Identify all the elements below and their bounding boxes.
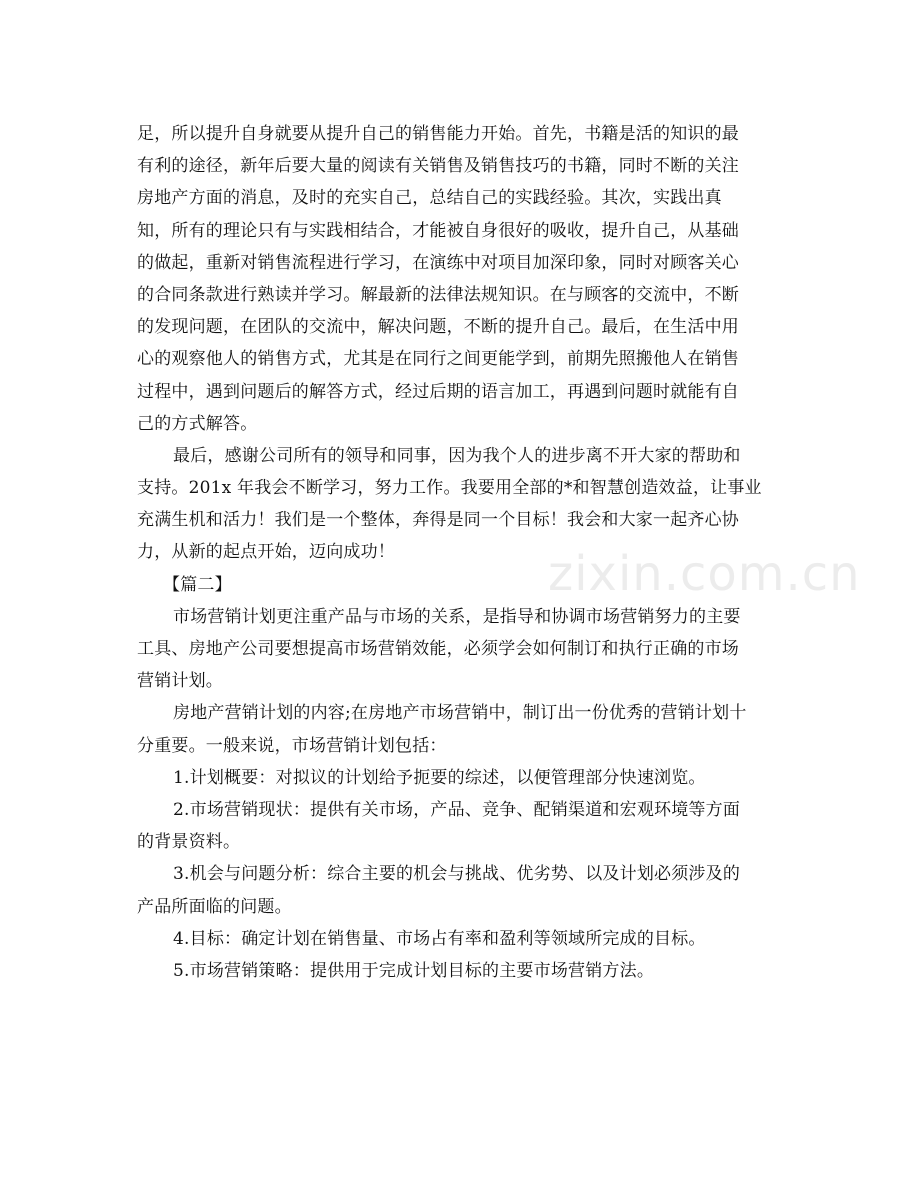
text-line: 房地产方面的消息，及时的充实自己，总结自己的实践经验。其次，实践出真 (137, 188, 722, 209)
text-line: 3.机会与问题分析：综合主要的机会与挑战、优劣势、以及计划必须涉及的 (173, 864, 741, 885)
text-line: 心的观察他人的销售方式，尤其是在同行之间更能学到，前期先照搬他人在销售 (137, 349, 739, 370)
paragraph (137, 858, 787, 922)
text-line: 最后，感谢公司所有的领导和同事，因为我个人的进步离不开大家的帮助和 (173, 445, 741, 466)
text-line: 支持。201x 年我会不断学习，努力工作。我要用全部的*和智慧创造效益，让事业 (137, 478, 762, 499)
text-line: 1.计划概要：对拟议的计划给予扼要的综述，以便管理部分快速浏览。 (173, 767, 706, 788)
paragraph (137, 762, 787, 794)
text-line: 有利的途径，新年后要大量的阅读有关销售及销售技巧的书籍，同时不断的关注 (137, 156, 739, 177)
paragraph (137, 601, 787, 698)
paragraph (137, 440, 787, 569)
paragraph (137, 955, 787, 987)
text-line: 己的方式解答。 (137, 413, 258, 434)
paragraph (137, 794, 787, 858)
text-line: 力，从新的起点开始，迈向成功！ (137, 542, 395, 563)
text-line: 的发现问题，在团队的交流中，解决问题，不断的提升自己。最后，在生活中用 (137, 317, 739, 338)
document-body (137, 118, 787, 987)
watermark-text: zixin.com.cn (548, 546, 861, 602)
text-line: 充满生机和活力！我们是一个整体，奔得是同一个目标！我会和大家一起齐心协 (137, 510, 739, 531)
text-line: 5.市场营销策略：提供用于完成计划目标的主要市场营销方法。 (173, 960, 655, 981)
text-line: 营销计划。 (137, 671, 223, 692)
paragraph (137, 697, 787, 761)
paragraph (137, 923, 787, 955)
text-line: 的背景资料。 (137, 832, 241, 853)
text-line: 的合同条款进行熟读并学习。解最新的法律法规知识。在与顾客的交流中，不断 (137, 284, 739, 305)
text-line: 足，所以提升自身就要从提升自己的销售能力开始。首先，书籍是活的知识的最 (137, 124, 739, 144)
text-line: 4.目标：确定计划在销售量、市场占有率和盈利等领域所完成的目标。 (173, 928, 706, 949)
section-title (137, 569, 787, 601)
text-line: 房地产营销计划的内容;在房地产市场营销中，制订出一份优秀的营销计划十 (173, 703, 747, 724)
text-line: 产品所面临的问题。 (137, 896, 292, 917)
text-line: 分重要。一般来说，市场营销计划包括： (137, 735, 447, 756)
text-line: 【篇二】 (163, 574, 232, 595)
text-line: 知，所有的理论只有与实践相结合，才能被自身很好的吸收，提升自己，从基础 (137, 220, 739, 241)
paragraph (137, 118, 787, 440)
text-line: 工具、房地产公司要想提高市场营销效能，必须学会如何制订和执行正确的市场 (137, 639, 739, 659)
text-line: 的做起，重新对销售流程进行学习，在演练中对项目加深印象，同时对顾客关心 (137, 252, 739, 273)
text-line: 2.市场营销现状：提供有关市场，产品、竞争、配销渠道和宏观环境等方面 (173, 799, 741, 820)
text-line: 过程中，遇到问题后的解答方式，经过后期的语言加工，再遇到问题时就能有自 (137, 381, 739, 402)
text-line: 市场营销计划更注重产品与市场的关系，是指导和协调市场营销努力的主要 (173, 606, 741, 627)
